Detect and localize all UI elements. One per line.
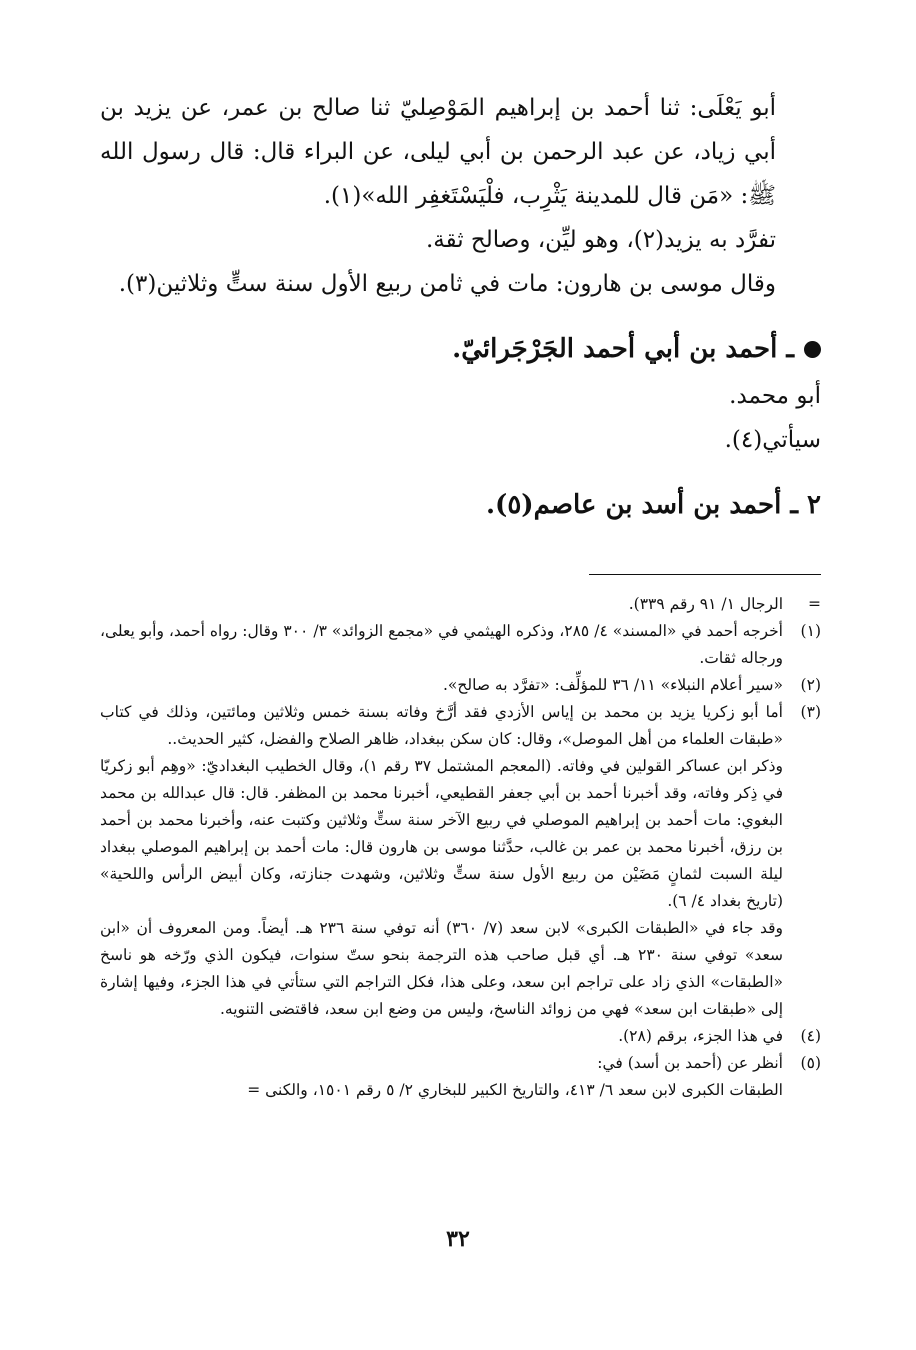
remark-paragraph: تفرَّد به يزيد(٢)، وهو ليِّن، وصالح ثقة.	[425, 227, 776, 253]
footnote-text: الرجال ١/ ٩١ رقم ٣٣٩).	[628, 595, 783, 613]
footnote-text: أما أبو زكريا يزيد بن محمد بن إياس الأزدي فقد أرَّخ وفاته بسنة خمس وثلاثين ومائتين، وذلك في كتاب «طبقات العلماء من أهل الموصل»، وقال: كان سكن ببغداد، ظاهر الصلاح والفضل، كثير الحديث..	[100, 703, 783, 748]
death-date-paragraph: وقال موسى بن هارون: مات في ثامن ربيع الأول سنة ستٍّ وثلاثين(٣).	[118, 271, 776, 297]
footnote-2	[100, 672, 821, 699]
bullet-icon	[804, 341, 821, 358]
footnote-1	[100, 618, 821, 672]
footnote-marker: (١)	[800, 622, 821, 640]
footnote-marker: (٥)	[800, 1054, 821, 1072]
footnote-text: الطبقات الكبرى لابن سعد ٦/ ٤١٣، والتاريخ الكبير للبخاري ٢/ ٥ رقم ١٥٠١، والكنى =	[247, 1081, 783, 1099]
footnote-continuation	[100, 591, 821, 618]
footnote-text: وقد جاء في «الطبقات الكبرى» لابن سعد (٧/ ٣٦٠) أنه توفي سنة ٢٣٦ هـ. أيضاً. ومن المعروف أن «ابن سعد» توفي سنة ٢٣٠ هـ. أي قبل صاحب هذه الترجمة بنحو ستّ سنوات، فيكون الذي ورّخه هو ناسخ «الطبقات» الذي زاد على تراجم ابن سعد، وعلى هذا، فكل التراجم التي ستأتي في هذا الجزء، وفيها إشارة إلى «طبقات ابن سعد» فهي من زوائد الناسخ، وليس من وضع ابن سعد، فاقتضى التنويه.	[100, 919, 783, 1018]
footnote-separator	[589, 574, 821, 575]
entry-heading-text: ٢ ـ أحمد بن أسد بن عاصم(٥).	[485, 490, 821, 520]
footnote-text: أنظر عن (أحمد بن أسد) في:	[597, 1054, 783, 1072]
footnote-text: أخرجه أحمد في «المسند» ٤/ ٢٨٥، وذكره الهيثمي في «مجمع الزوائد» ٣/ ٣٠٠ وقال: رواه أحمد، وأبو يعلى، ورجاله ثقات.	[100, 622, 783, 667]
footnote-marker: (٤)	[800, 1027, 821, 1045]
entry-heading-aljarjarai	[100, 324, 821, 374]
footnote-5	[100, 1050, 821, 1104]
entry-heading-ahmad-ibn-asad	[100, 480, 821, 530]
entry-heading-text: ـ أحمد بن أبي أحمد الجَرْجَرائيّ.	[452, 334, 794, 364]
footnote-text: «سير أعلام النبلاء» ١١/ ٣٦ للمؤلِّف: «تفرَّد به صالح».	[442, 676, 783, 694]
footnotes	[100, 591, 821, 1104]
page-number: ٣٢	[446, 1226, 470, 1252]
footnote-marker: (٢)	[800, 676, 821, 694]
footnote-marker: (٣)	[800, 703, 821, 721]
entry-kunya: أبو محمد.	[729, 383, 821, 409]
footnote-3	[100, 699, 821, 1023]
entry-cross-reference: سيأتي(٤).	[724, 427, 821, 453]
footnote-text: في هذا الجزء، برقم (٢٨).	[618, 1027, 783, 1045]
footnote-text: وذكر ابن عساكر القولين في وفاته. (المعجم المشتمل ٣٧ رقم ١)، وقال الخطيب البغداديّ: «وهِم أبو زكريّا في ذِكر وفاته، وقد أخبرنا أحمد بن أبي جعفر القطيعي، أخبرنا محمد بن المظفر. قال: قال عبدالله بن محمد البغوي: مات أحمد بن إبراهيم الموصلي في ربيع الآخر سنة ستٍّ وثلاثين وكتبت عنه، وأخبرنا محمد بن أحمد بن رزق، أخبرنا محمد بن عمر بن غالب، حدَّثنا موسى بن هارون قال: مات أحمد بن إبراهيم الموصلي ببغداد ليلة السبت لثمانٍ مَضَيْن من ربيع الأول سنة ستٍّ وثلاثين، وشهدت جنازته، وكان أبيض الرأس واللحية» (تاريخ بغداد ٤/ ٦).	[100, 757, 783, 910]
main-text	[100, 86, 821, 530]
footnote-4	[100, 1023, 821, 1050]
footnote-marker: =	[808, 595, 821, 613]
hadith-paragraph: أبو يَعْلَى: ثنا أحمد بن إبراهيم المَوْصِليّ ثنا صالح بن عمر، عن يزيد بن أبي زياد، عن عبد الرحمن بن أبي ليلى، عن البراء قال: قال رسول الله ﷺ: «مَن قال للمدينة يَثْرِب، فلْيَسْتَغفِر الله»(١).	[100, 95, 776, 209]
